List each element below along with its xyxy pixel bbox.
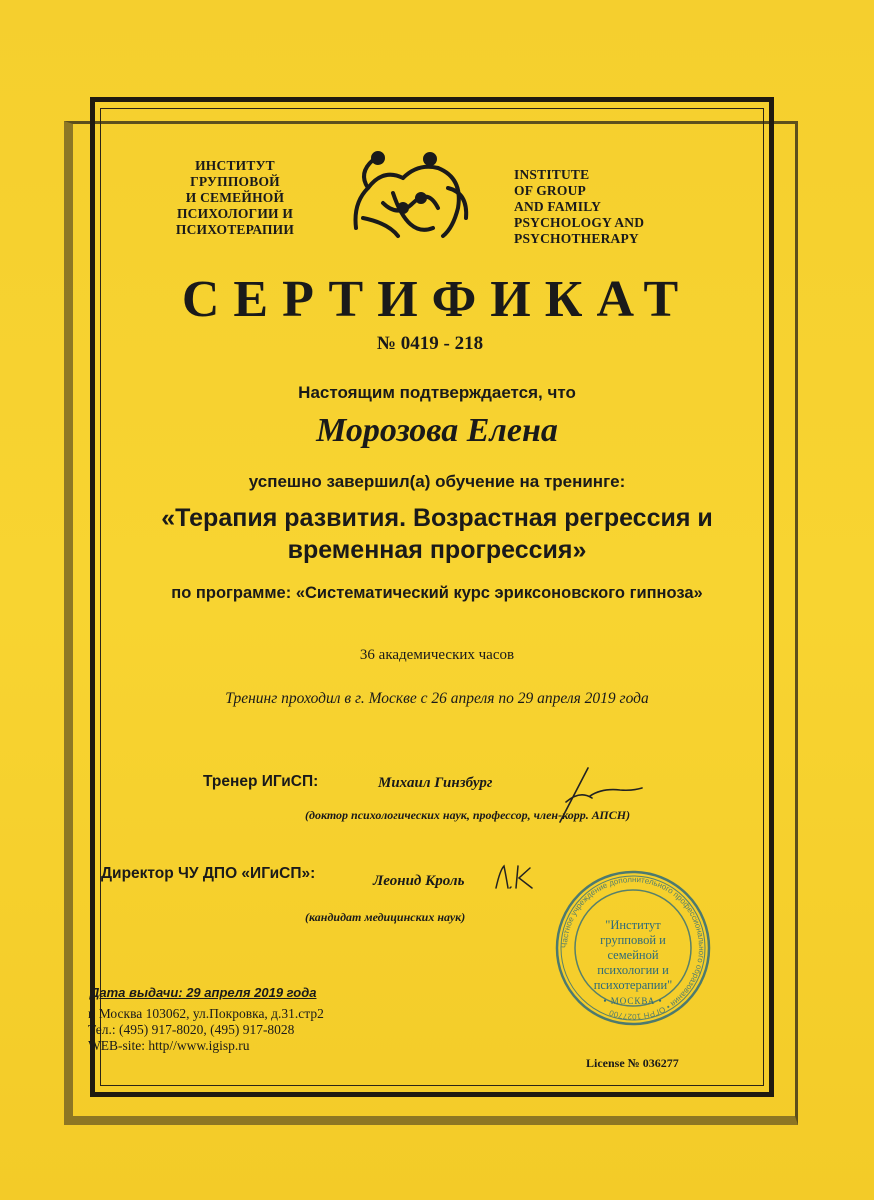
stamp-inner-text [575,918,691,993]
website: WEB-site: http//www.igisp.ru [88,1038,250,1053]
stamp-city: • МОСКВА • [603,996,663,1006]
license-number: License № 036277 [586,1056,679,1070]
training-dates: Тренинг проходил в г. Москве с 26 апреля по 29 апреля 2019 года [225,690,649,707]
program-name: по программе: «Систематический курс эриксоновского гипноза» [171,584,703,602]
completed-text: успешно завершил(а) обучение на тренинге: [248,472,626,491]
course-title [110,502,764,566]
stamp-line: психотерапии" [593,978,673,992]
director-initials-signature-icon [490,862,550,894]
institute-name-en [514,167,684,247]
stamp-line: "Институт [605,918,661,932]
institute-ru-line: ГРУППОВОЙ [190,174,280,189]
institute-ru-line: ИНСТИТУТ [195,158,275,173]
institute-en-line: AND FAMILY [514,199,602,214]
institute-logo-icon [338,148,478,243]
stamp-ring-text: Частное учреждение дополнительного профессионального образования • ОГРН 1027700 [559,874,707,1022]
trainer-credentials: (доктор психологических наук, профессор, член-корр. АПСН) [305,808,631,822]
certificate-title: СЕРТИФИКАТ [181,271,693,328]
stamp-line: психологии и [597,963,669,977]
institute-ru-line: И СЕМЕЙНОЙ [185,190,285,205]
address: г. Москва 103062, ул.Покровка, д.31.стр2 [88,1006,324,1021]
director-credentials: (кандидат медицинских наук) [305,910,466,924]
institute-ru-line: ПСИХОТЕРАПИИ [175,222,295,237]
confirm-text: Настоящим подтверждается, что [298,383,576,402]
contact-block [88,1006,324,1054]
institute-ru-line: ПСИХОЛОГИИ И [176,206,294,221]
trainer-role: Тренер ИГиСП: [203,773,319,790]
certificate-number: № 0419 - 218 [376,333,484,354]
issue-date: Дата выдачи: 29 апреля 2019 года [90,985,317,1000]
institute-name-ru [155,158,315,238]
academic-hours: 36 академических часов [359,647,515,663]
director-name: Леонид Кроль [373,873,465,889]
trainer-name: Михаил Гинзбург [378,775,493,791]
recipient-name: Морозова Елена [316,412,558,449]
institute-en-line: INSTITUTE [514,167,590,182]
course-title-line: временная прогрессия» [287,536,587,564]
phone: Тел.: (495) 917-8020, (495) 917-8028 [88,1022,295,1037]
stamp-line: групповой и семейной [600,933,666,962]
institute-en-line: OF GROUP [514,183,586,198]
course-title-line: «Терапия развития. Возрастная регрессия и [161,504,713,532]
director-role: Директор ЧУ ДПО «ИГиСП»: [101,865,316,882]
institute-en-line: PSYCHOLOGY AND [514,215,645,230]
institute-en-line: PSYCHOTHERAPY [514,231,639,246]
